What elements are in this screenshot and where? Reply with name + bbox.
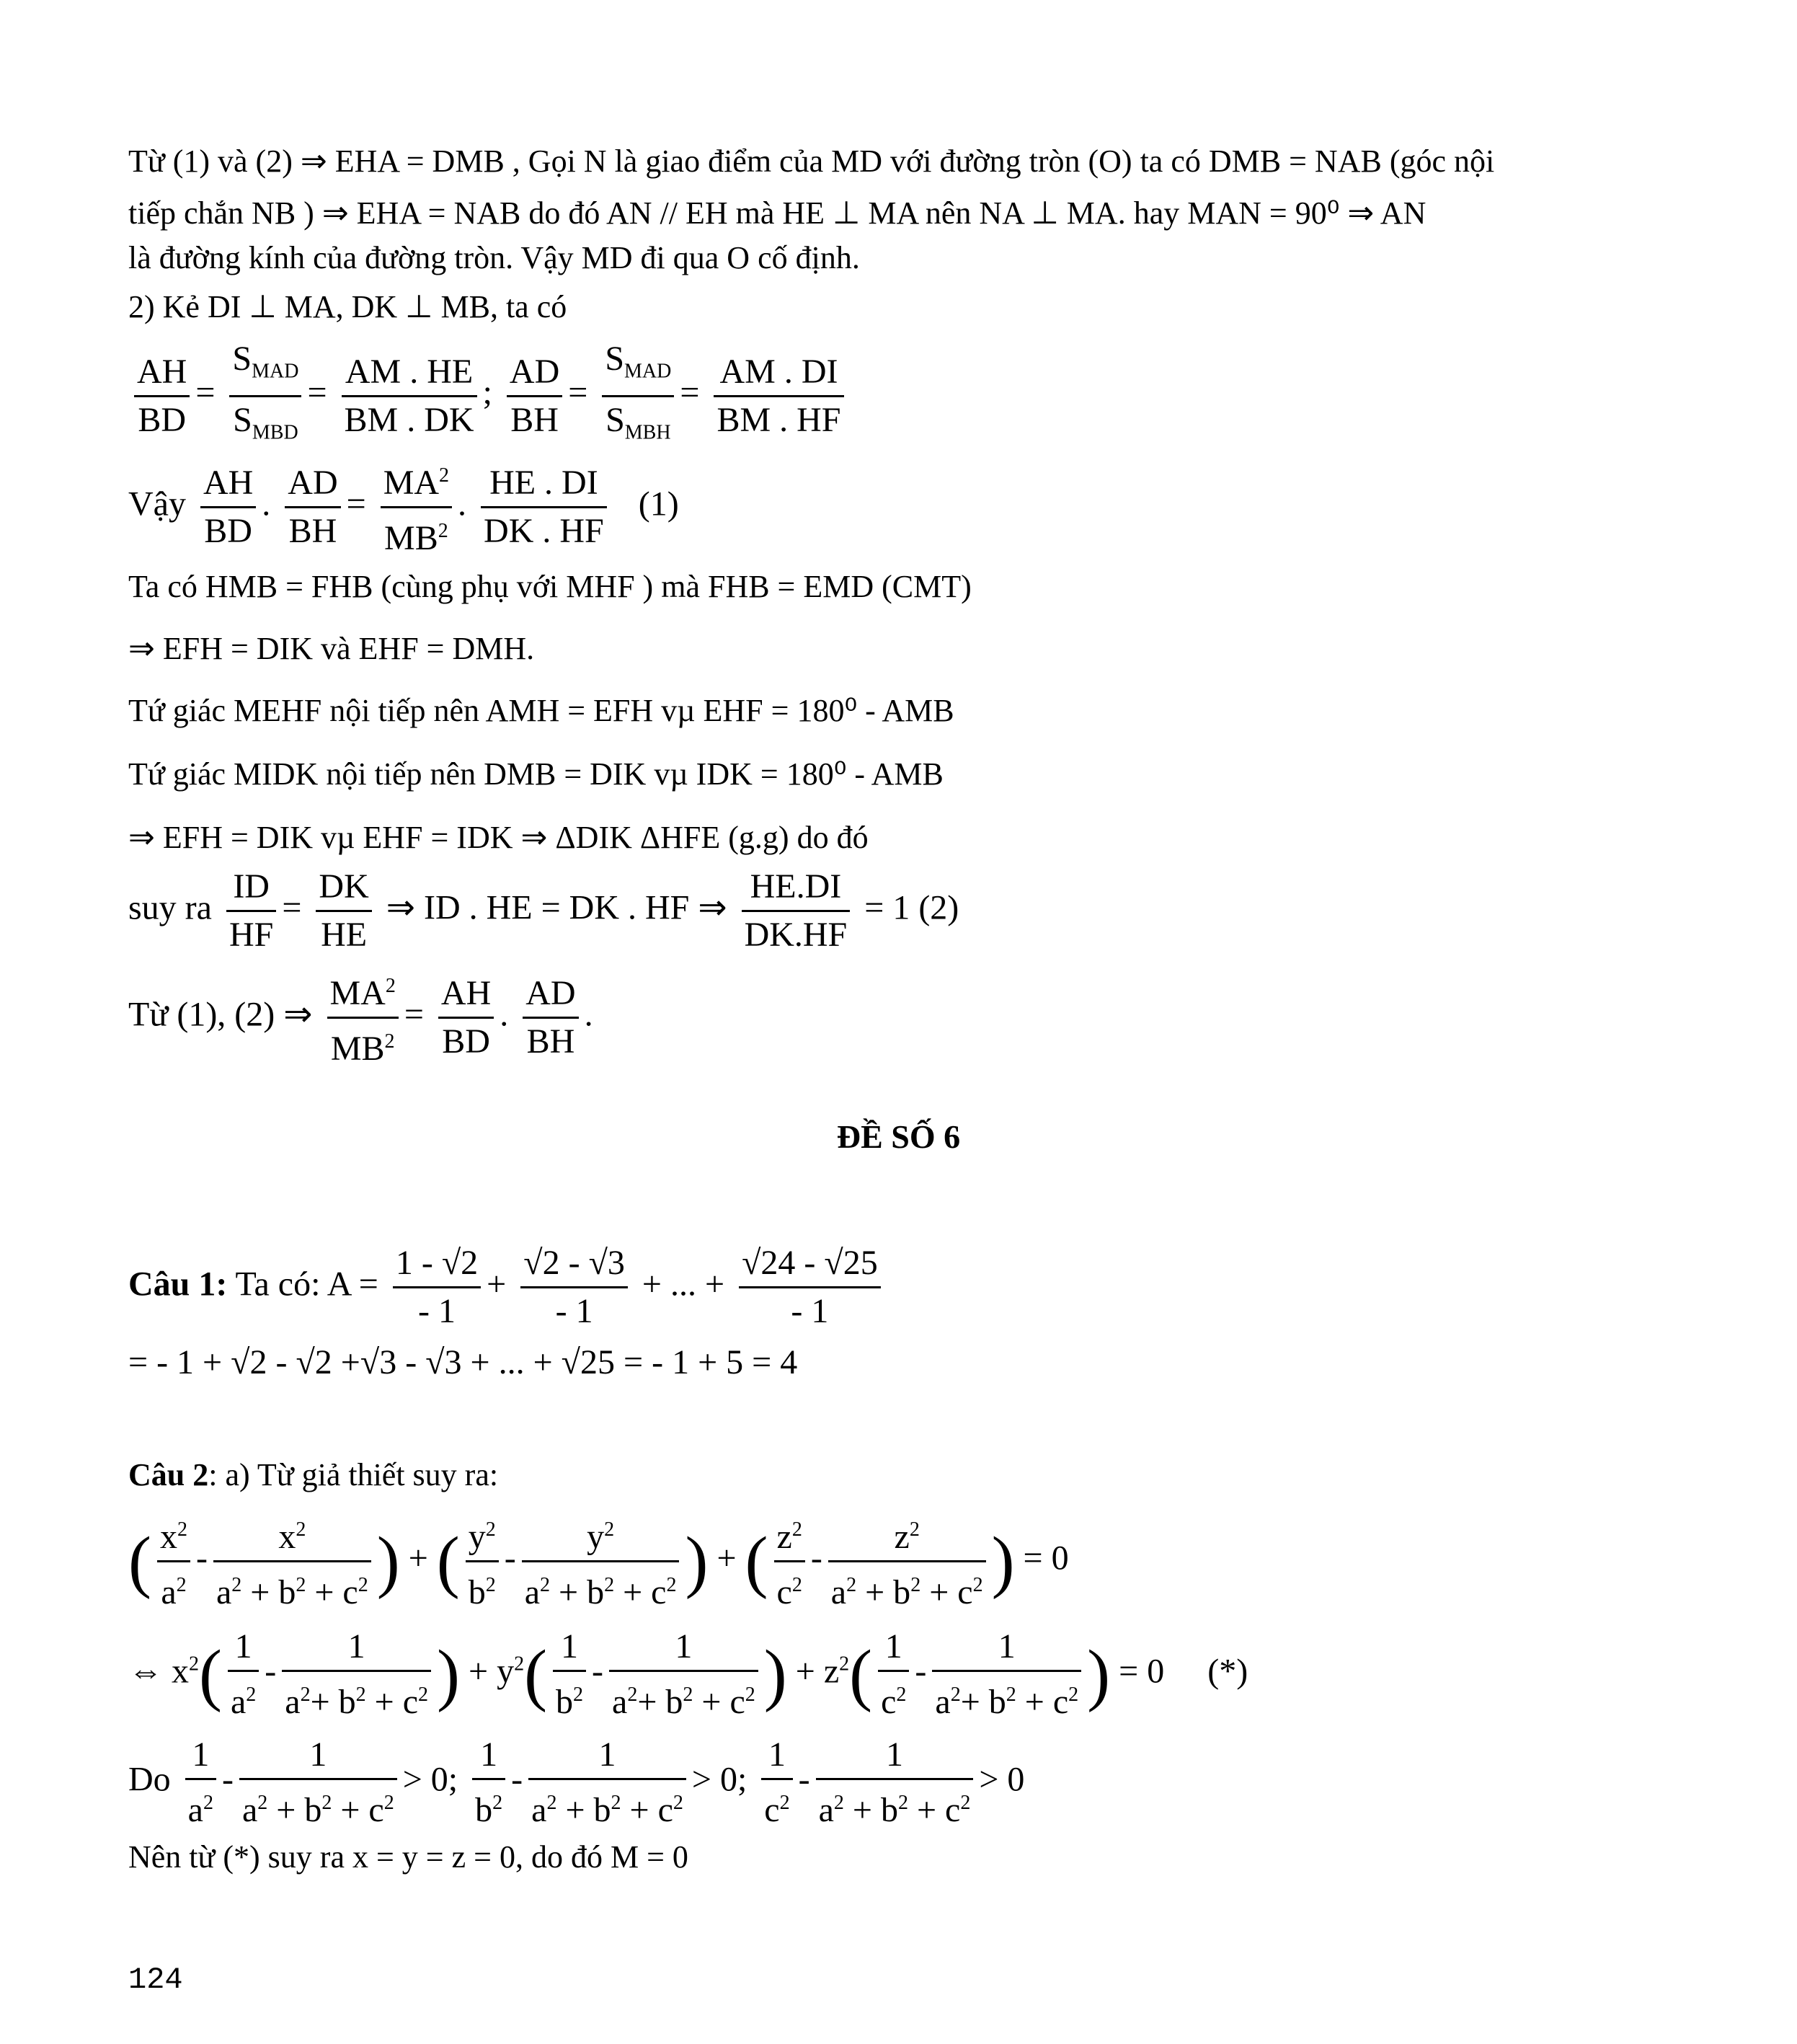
fraction: $\frac{HE . DI}{DK . HF}$ (481, 460, 607, 554)
cau1-line2: = - 1 + √2 - √2 +√3 - √3 + ... + √25 = - 1 + 5 = 4 (128, 1343, 798, 1381)
text-line-8: ⇒ EFH = DIK và EHF = DMH. (128, 631, 535, 666)
fraction: $\frac{AH}{BD}$ (134, 349, 190, 443)
suyra-equation: suy ra $\frac{ID}{HF}$ = $\frac{DK}{HE}$ ⇒ ID . HE = DK . HF ⇒ $\frac{HE.DI}{DK.HF}$ = 1 (2) (128, 864, 959, 958)
fraction: $\frac{AM . DI}{BM . HF}$ (714, 349, 843, 443)
cau2-equation-3: Do $\frac{1}{a^2}$ - $\frac{1}{a^2 + b^2 + c^2}$ > 0; $\frac{1}{b^2}$ - $\frac{1}{a^2 + b^2 + c^2}$ > 0; $\frac{1}{c^2}$ - $\frac{1}{a^2 + b^2 + c^2}$ > 0 (128, 1732, 1024, 1833)
fraction: $\frac{AM . HE}{BM . DK}$ (342, 349, 477, 443)
vay-equation: Vậy $\frac{AH}{BD}$ . $\frac{AD}{BH}$ = $\frac{MA^2}{MB^2}$ . $\frac{HE . DI}{DK . HF}$ (1) (128, 453, 679, 562)
last-line: Nên từ (*) suy ra x = y = z = 0, do đó M = 0 (128, 1839, 688, 1875)
text-line-4: 2) Kẻ DI ⊥ MA, DK ⊥ MB, ta có (128, 289, 567, 324)
cau2-intro: Câu 2: a) Từ giả thiết suy ra: (128, 1457, 499, 1492)
fraction: $\frac{√24 - √25}{- 1}$ (739, 1240, 881, 1335)
text-line-9: Tứ giác MEHF nội tiếp nên AMH = EFH vµ EHF = 180⁰ - AMB (128, 693, 954, 728)
cau1-equation: Câu 1: Ta có: A = $\frac{1 - √2}{- 1}$ + $\frac{√2 - √3}{- 1}$ + ... + $\frac{√24 - √25}{- 1}$ (128, 1240, 887, 1335)
text-line-11: ⇒ EFH = DIK vµ EHF = IDK ⇒ ΔDIK ΔHFE (g.g) do đó (128, 820, 869, 855)
cau2-equation-2: ⇔ $x^2$( $\frac{1}{a^2}$ - $\frac{1}{a^2+ b^2 + c^2}$ ) + $y^2$( $\frac{1}{b^2}$ - $\frac{1}{a^2+ b^2 + c^2}$ ) + $z^2$( $\frac{1}{c^2}$ - $\frac{1}{a^2+ b^2 + c^2}$ ) = 0 (*) (128, 1624, 1248, 1725)
fraction: $\frac{AH}{BD}$ (438, 970, 494, 1065)
cau2-equation-1: ( $\frac{x^2}{a^2}$ - $\frac{x^2}{a^2 + b^2 + c^2}$ ) + ( $\frac{y^2}{b^2}$ - $\frac{y^2}{a^2 + b^2 + c^2}$ ) + ( $\frac{z^2}{c^2}$ - $\frac{z^2}{a^2 + b^2 + c^2}$ ) = 0 (128, 1507, 1069, 1616)
text-line-1: Từ (1) và (2) ⇒ EHA = DMB , Gọi N là giao điểm của MD với đường tròn (O) ta có DMB = NAB (góc nội (128, 143, 1495, 179)
fraction: $\frac{S_{MAD}}{S_{MBH}}$ (602, 336, 674, 456)
fraction: $\frac{S_{MAD}}{S_{MBD}}$ (229, 336, 301, 456)
section-title: ĐỀ SỐ 6 (836, 1118, 961, 1155)
fraction: $\frac{MA^2}{MB^2}$ (327, 963, 399, 1072)
tu12-equation: Từ (1), (2) ⇒ $\frac{MA^2}{MB^2}$ = $\frac{AH}{BD}$ . $\frac{AD}{BH}$ . (128, 963, 593, 1072)
text-line-7: Ta có HMB = FHB (cùng phụ với MHF ) mà FHB = EMD (CMT) (128, 569, 972, 604)
page-number: 124 (128, 1963, 183, 1997)
fraction: $\frac{AH}{BD}$ (200, 460, 256, 554)
fraction: $\frac{1 - √2}{- 1}$ (393, 1240, 481, 1335)
fraction: $\frac{HE.DI}{DK.HF}$ (742, 864, 851, 958)
fraction: $\frac{AD}{BH}$ (285, 460, 340, 554)
fraction: $\frac{DK}{HE}$ (316, 864, 371, 958)
fraction: $\frac{AD}{BH}$ (523, 970, 578, 1065)
fraction: $\frac{ID}{HF}$ (226, 864, 276, 958)
text-line-10: Tứ giác MIDK nội tiếp nên DMB = DIK vµ IDK = 180⁰ - AMB (128, 756, 944, 792)
text-line-2: tiếp chắn NB ) ⇒ EHA = NAB do đó AN // EH mà HE ⊥ MA nên NA ⊥ MA. hay MAN = 90⁰ ⇒ AN (128, 195, 1426, 231)
fraction: $\frac{MA^2}{MB^2}$ (381, 453, 452, 562)
ratio-equation: $\frac{AH}{BD}$ = $\frac{S_{MAD}}{S_{MBD}}$ = $\frac{AM . HE}{BM . DK}$ ; $\frac{AD}{BH}$ = $\frac{S_{MAD}}{S_{MBH}}$ = $\frac{AM . DI}{BM . HF}$ (128, 336, 850, 456)
text-line-3: là đường kính của đường tròn. Vậy MD đi qua O cố định. (128, 240, 860, 275)
fraction: $\frac{√2 - √3}{- 1}$ (520, 1240, 628, 1335)
fraction: $\frac{AD}{BH}$ (507, 349, 562, 443)
